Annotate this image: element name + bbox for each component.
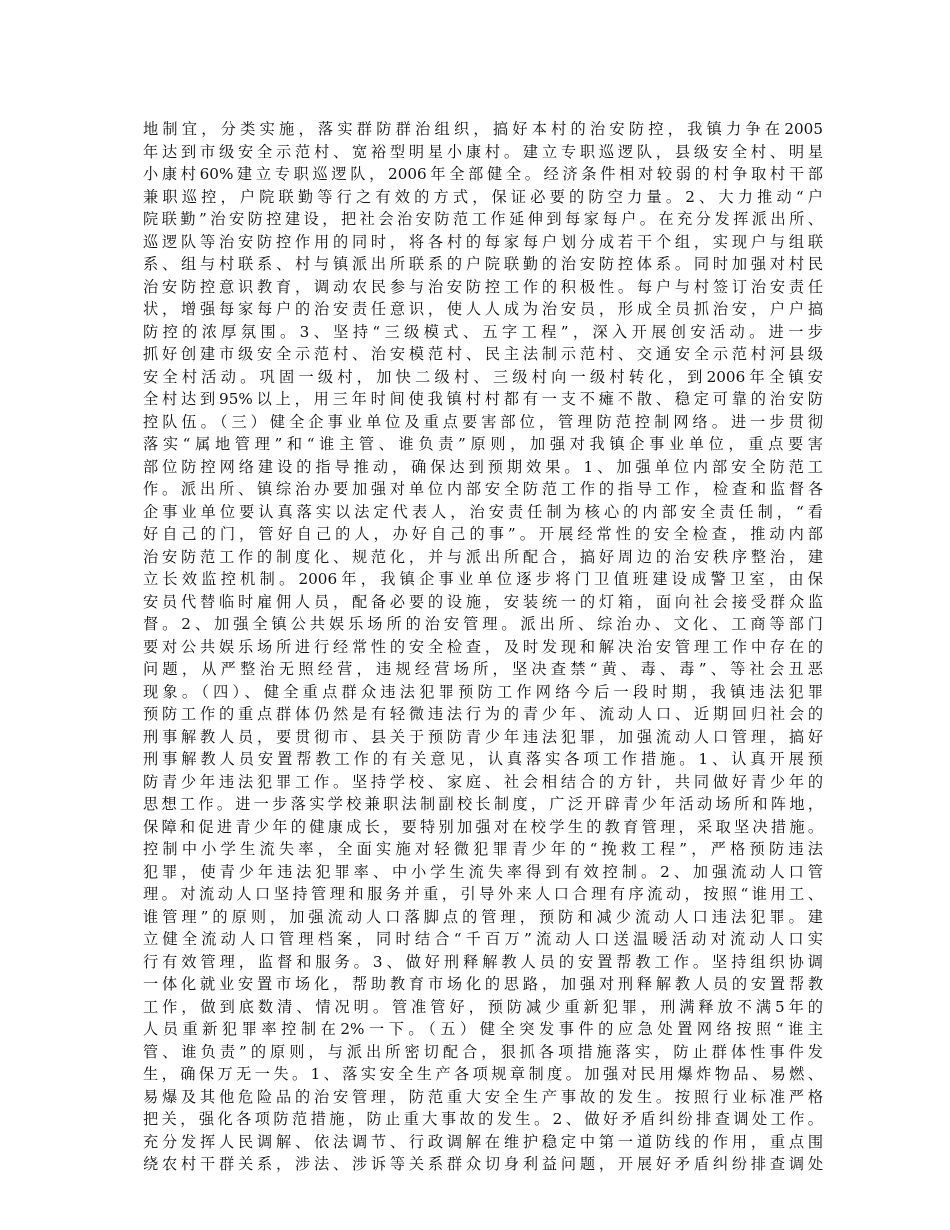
text-line: 地制宜，分类实施，落实群防群治组织，搞好本村的治安防控，我镇力争在2005 xyxy=(143,120,823,138)
text-line: 状，增强每家每户的治安责任意识，使人人成为治安员，形成全员抓治安，户户搞 xyxy=(143,300,823,318)
text-line: 生，确保万无一失。1、落实安全生产各项规章制度。加强对民用爆炸物品、易燃、 xyxy=(143,1065,823,1083)
text-line: 抓好创建市级安全示范村、治安模范村、民主法制示范村、交通安全示范村河县级 xyxy=(143,345,823,363)
text-line: 防控的浓厚氛围。3、坚持“三级模式、五字工程”，深入开展创安活动。进一步 xyxy=(143,322,823,341)
text-line: 控队伍。（三）健全企事业单位及重点要害部位，管理防范控制网络。进一步贯彻 xyxy=(143,412,823,431)
text-line: 谁管理”的原则，加强流动人口落脚点的管理，预防和减少流动人口违法犯罪。建 xyxy=(143,907,823,926)
text-line: 防青少年违法犯罪工作。坚持学校、家庭、社会相结合的方针，共同做好青少年的 xyxy=(143,772,823,791)
text-line: 兼职巡控，户院联勤等行之有效的方式，保证必要的防空力量。2、大力推动“户 xyxy=(143,187,823,206)
document-body xyxy=(143,118,823,1176)
text-line: 年达到市级安全示范村、宽裕型明星小康村。建立专职巡逻队，县级安全村、明星 xyxy=(143,142,823,161)
text-line: 企事业单位要认真落实以法定代表人，治安责任制为核心的内部安全责任制，“看 xyxy=(143,502,823,521)
text-line: 一体化就业安置市场化，帮助教育市场化的思路，加强对刑释解教人员的安置帮教 xyxy=(143,975,823,993)
text-line: 刑事解教人员，要贯彻市、县关于预防青少年违法犯罪，加强流动人口管理，搞好 xyxy=(143,727,823,746)
text-line: 绕农村干群关系，涉法、涉诉等关系群众切身利益问题，开展好矛盾纠纷排查调处 xyxy=(143,1155,823,1173)
text-line: 立健全流动人口管理档案，同时结合“千百万”流动人口送温暖活动对流动人口实 xyxy=(143,930,823,948)
text-line: 督。2、加强全镇公共娱乐场所的治安管理。派出所、综治办、文化、工商等部门 xyxy=(143,615,823,633)
text-line: 管、谁负责”的原则，与派出所密切配合，狠抓各项措施落实，防止群体性事件发 xyxy=(143,1042,823,1061)
text-line: 思想工作。进一步落实学校兼职法制副校长制度，广泛开辟青少年活动场所和阵地， xyxy=(143,795,823,813)
text-line: 保障和促进青少年的健康成长，要特别加强对在校学生的教育管理，采取坚决措施。 xyxy=(143,817,823,836)
text-line: 安全村活动。巩固一级村，加快二级村、三级村向一级村转化，到2006年全镇安 xyxy=(143,367,823,386)
text-line: 刑事解教人员安置帮教工作的有关意见，认真落实各项工作措施。1、认真开展预 xyxy=(143,750,823,768)
text-line: 预防工作的重点群体仍然是有轻微违法行为的青少年、流动人口、近期回归社会的 xyxy=(143,705,823,723)
text-line: 要对公共娱乐场所进行经常性的安全检查，及时发现和解决治安管理工作中存在的 xyxy=(143,637,823,656)
text-line: 院联勤”治安防控建设，把社会治安防范工作延伸到每家每户。在充分发挥派出所、 xyxy=(143,210,823,228)
text-line: 把关，强化各项防范措施，防止重大事故的发生。2、做好矛盾纠纷排查调处工作。 xyxy=(143,1110,823,1128)
text-line: 犯罪，使青少年违法犯罪率、中小学生流失率得到有效控制。2、加强流动人口管 xyxy=(143,862,823,881)
text-line: 小康村60%建立专职巡逻队，2006年全部健全。经济条件相对较弱的村争取村干部 xyxy=(143,165,823,183)
text-line: 好自己的门，管好自己的人，办好自己的事”。开展经常性的安全检查，推动内部 xyxy=(143,525,823,543)
text-line: 问题，从严整治无照经营，违规经营场所，坚决查禁“黄、毒、毒”、等社会丑恶 xyxy=(143,660,823,678)
text-line: 部位防控网络建设的指导推动，确保达到预期效果。1、加强单位内部安全防范工 xyxy=(143,457,823,476)
document-page xyxy=(143,118,823,1176)
text-line: 理。对流动人口坚持管理和服务并重，引导外来人口合理有序流动，按照“谁用工、 xyxy=(143,885,823,903)
text-line: 工作，做到底数清、情况明。管准管好，预防减少重新犯罪，刑满释放不满5年的 xyxy=(143,997,823,1016)
text-line: 现象。（四）、健全重点群众违法犯罪预防工作网络今后一段时期，我镇违法犯罪 xyxy=(143,682,823,701)
text-line: 作。派出所、镇综治办要加强对单位内部安全防范工作的指导工作，检查和监督各 xyxy=(143,480,823,498)
text-line: 治安防控意识教育，调动农民参与治安防控工作的积极性。每户与村签订治安责任 xyxy=(143,277,823,296)
text-line: 全村达到95%以上，用三年时间使我镇村村都有一支不瘫不散、稳定可靠的治安防 xyxy=(143,390,823,408)
text-line: 安员代替临时雇佣人员，配备必要的设施，安装统一的灯箱，面向社会接受群众监 xyxy=(143,592,823,611)
text-line: 落实“属地管理”和“谁主管、谁负责”原则，加强对我镇企事业单位，重点要害 xyxy=(143,435,823,453)
text-line: 系、组与村联系、村与镇派出所联系的户院联勤的治安防控体系。同时加强对村民 xyxy=(143,255,823,273)
text-line: 充分发挥人民调解、依法调节、行政调解在维护稳定中第一道防线的作用，重点围 xyxy=(143,1132,823,1151)
text-line: 人员重新犯罪率控制在2%一下。（五）健全突发事件的应急处置网络按照“谁主 xyxy=(143,1020,823,1038)
text-line: 易爆及其他危险品的治安管理，防范重大安全生产事故的发生。按照行业标准严格 xyxy=(143,1087,823,1106)
text-line: 立长效监控机制。2006年，我镇企事业单位逐步将门卫值班建设成警卫室，由保 xyxy=(143,570,823,588)
text-line: 行有效管理，监督和服务。3、做好刑释解教人员的安置帮教工作。坚持组织协调 xyxy=(143,952,823,971)
text-line: 治安防范工作的制度化、规范化，并与派出所配合，搞好周边的治安秩序整治，建 xyxy=(143,547,823,566)
text-line: 巡逻队等治安防控作用的同时，将各村的每家每户划分成若干个组，实现户与组联 xyxy=(143,232,823,251)
text-line: 控制中小学生流失率，全面实施对轻微犯罪青少年的“挽救工程”，严格预防违法 xyxy=(143,840,823,858)
